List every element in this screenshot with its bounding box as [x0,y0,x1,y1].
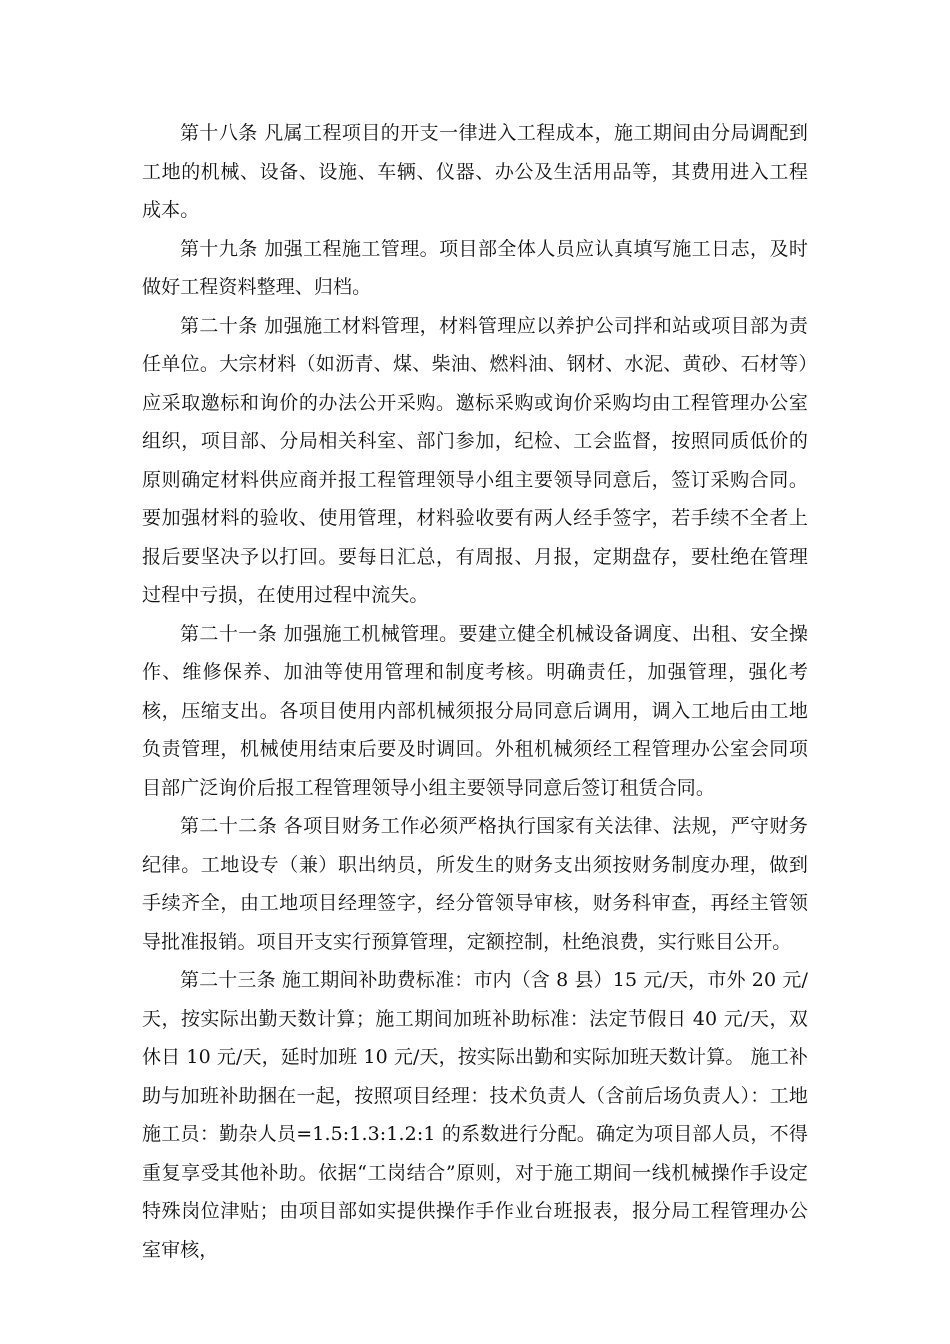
document-body [142,114,808,1269]
article-21-paragraph: 第二十一条 加强施工机械管理。要建立健全机械设备调度、出租、安全操作、维修保养、加油等使用管理和制度考核。明确责任，加强管理，强化考核，压缩支出。各项目使用内部机械须报分局同意后调用，调入工地后由工地负责管理，机械使用结束后要及时调回。外租机械须经工程管理办公室会同项目部广泛询价后报工程管理领导小组主要领导同意后签订租赁合同。 [142,622,808,799]
article-18-paragraph: 第十八条 凡属工程项目的开支一律进入工程成本，施工期间由分局调配到工地的机械、设备、设施、车辆、仪器、办公及生活用品等，其费用进入工程成本。 [142,122,808,221]
article-19-paragraph: 第十九条 加强工程施工管理。项目部全体人员应认真填写施工日志，及时做好工程资料整理、归档。 [142,237,808,298]
article-20-paragraph: 第二十条 加强施工材料管理，材料管理应以养护公司拌和站或项目部为责任单位。大宗材料（如沥青、煤、柴油、燃料油、钢材、水泥、黄砂、石材等）应采取邀标和询价的办法公开采购。邀标采购或询价采购均由工程管理办公室组织，项目部、分局相关科室、部门参加，纪检、工会监督，按照同质低价的原则确定材料供应商并报工程管理领导小组主要领导同意后，签订采购合同。要加强材料的验收、使用管理，材料验收要有两人经手签字，若手续不全者上报后要坚决予以打回。要每日汇总，有周报、月报，定期盘存，要杜绝在管理过程中亏损，在使用过程中流失。 [142,314,808,606]
article-23-paragraph: 第二十三条 施工期间补助费标准：市内（含 8 县）15 元/天，市外 20 元/天，按实际出勤天数计算；施工期间加班补助标准：法定节假日 40 元/天，双休日 10 元/天，延时加班 10 元/天，按实际出勤和实际加班天数计算。 施工补助与加班补助捆在一起，按照项目经理：技术负责人（含前后场负责人）：工地施工员：勤杂人员=1.5:1.3:1.2:1 的系数进行分配。确定为项目部人员，不得重复享受其他补助。依据“工岗结合”原则，对于施工期间一线机械操作手设定特殊岗位津贴；由项目部如实提供操作手作业台班报表，报分局工程管理办公室审核， [142,969,808,1261]
article-22-paragraph: 第二十二条 各项目财务工作必须严格执行国家有关法律、法规，严守财务纪律。工地设专（兼）职出纳员，所发生的财务支出须按财务制度办理，做到手续齐全，由工地项目经理签字，经分管领导审核，财务科审查，再经主管领导批准报销。项目开支实行预算管理，定额控制，杜绝浪费，实行账目公开。 [142,815,808,953]
